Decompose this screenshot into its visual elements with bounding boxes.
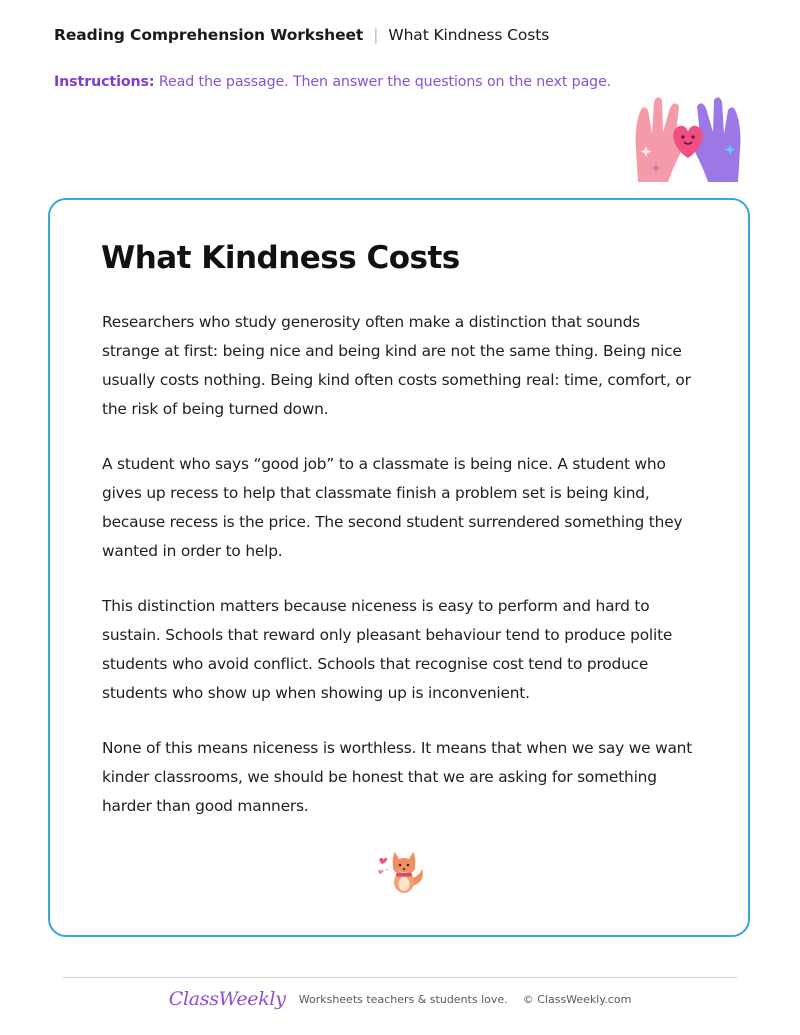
instructions-label: Instructions: [54, 74, 155, 90]
instructions [54, 74, 611, 90]
footer-tagline: Worksheets teachers & students love. [298, 992, 508, 1006]
header-separator: | [373, 26, 379, 44]
footer [0, 988, 800, 1010]
passage-paragraph: A student who says “good job” to a classmate is being nice. A student who gives up recess to help that classmate finish a problem set is being kind, because recess is the price. The second student surrendered something they wanted in order to help. [102, 455, 683, 560]
passage-paragraph: Researchers who study generosity often make a distinction that sounds strange at first: being nice and being kind are not the same thing. Being nice usually costs nothing. Being kind often costs something real: time, comfort, or the risk of being turned down. [102, 313, 691, 418]
passage-paragraph: This distinction matters because niceness is easy to perform and hard to sustain. Schools that reward only pleasant behaviour tend to produce polite students who avoid conflict. Schools that recognise cost tend to produce students who show up when showing up is inconvenient. [102, 597, 673, 702]
worksheet-title: Reading Comprehension Worksheet [54, 26, 364, 44]
heart-hands-icon [626, 90, 750, 186]
passage-paragraph: None of this means niceness is worthless. It means that when we say we want kinder classrooms, we should be honest that we are asking for something harder than good manners. [102, 739, 693, 815]
instructions-text: Read the passage. Then answer the questions on the next page. [158, 74, 612, 90]
worksheet-header [54, 26, 549, 44]
brand-logo: ClassWeekly [168, 988, 286, 1010]
footer-copyright: © ClassWeekly.com [522, 992, 632, 1006]
passage-title: What Kindness Costs [101, 240, 460, 276]
fox-with-hearts-icon [374, 846, 428, 896]
footer-divider [63, 977, 737, 978]
worksheet-subtitle: What Kindness Costs [388, 26, 550, 44]
